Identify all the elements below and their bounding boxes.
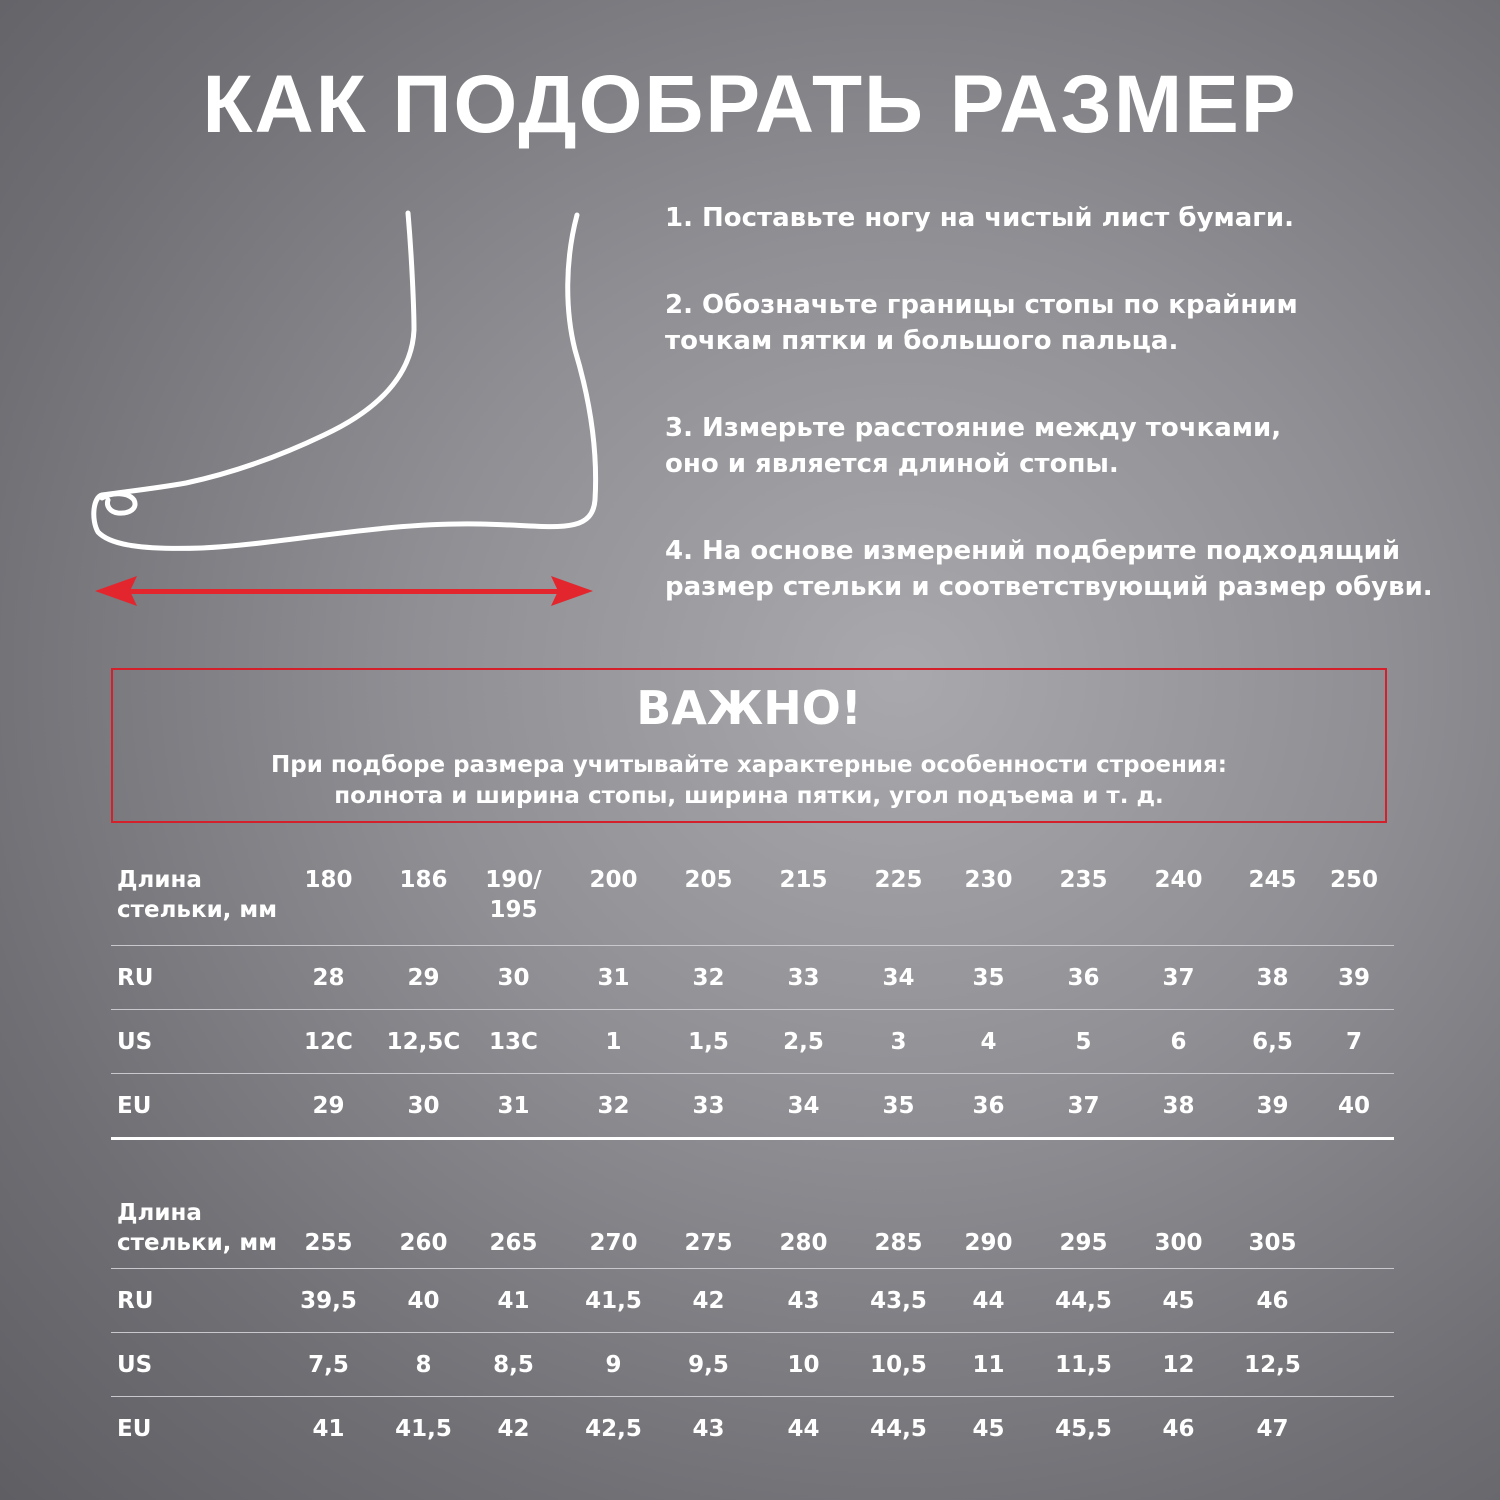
- table-cell: 34: [882, 964, 915, 991]
- table-cell: 37: [1162, 964, 1195, 991]
- row-label: Длина стельки, мм: [117, 1200, 278, 1256]
- table-cell: 3: [890, 1028, 907, 1055]
- table-cell: 12,5C: [386, 1028, 461, 1055]
- table-cell: 31: [597, 964, 630, 991]
- table-cell: 44,5: [870, 1416, 927, 1442]
- table-cell: 5: [1075, 1028, 1092, 1055]
- table-cell: 41: [497, 1287, 530, 1314]
- table-cell: 29: [312, 1092, 345, 1119]
- table-cell: 13C: [489, 1028, 538, 1055]
- table-cell: 6: [1170, 1028, 1187, 1055]
- table-cell: 36: [1067, 964, 1100, 991]
- table-cell: 300: [1154, 1230, 1203, 1256]
- table-cell: 39: [1337, 964, 1370, 991]
- table-cell: 280: [779, 1230, 828, 1256]
- table-cell: 7: [1345, 1028, 1362, 1055]
- table-cell: [1314, 1333, 1394, 1397]
- table-cell: 180: [304, 867, 353, 893]
- table-row: [111, 1333, 1394, 1397]
- table-cell: 225: [874, 867, 923, 893]
- table-cell: 33: [787, 964, 820, 991]
- page-title: КАК ПОДОБРАТЬ РАЗМЕР: [202, 59, 1298, 150]
- table-cell: 40: [1337, 1092, 1370, 1119]
- table-cell: 285: [874, 1230, 923, 1256]
- table-cell: 39,5: [300, 1287, 357, 1314]
- table-cell: 31: [497, 1092, 530, 1119]
- row-label: RU: [117, 1287, 154, 1314]
- instructions-list: [665, 200, 1465, 656]
- table-cell: 41,5: [395, 1416, 452, 1442]
- row-label: RU: [117, 964, 154, 991]
- table-cell: 205: [684, 867, 733, 893]
- table-cell: 290: [964, 1230, 1013, 1256]
- row-label: Длина стельки, мм: [117, 867, 278, 923]
- table-cell: 33: [692, 1092, 725, 1119]
- table-cell: 35: [882, 1092, 915, 1119]
- table-cell: 8,5: [493, 1351, 534, 1378]
- step-3: 3. Измерьте расстояние между точками, оно и является длиной стопы.: [665, 413, 1282, 479]
- table-cell: 9: [605, 1351, 622, 1378]
- table-cell: 43,5: [870, 1287, 927, 1314]
- table-cell: 37: [1067, 1092, 1100, 1119]
- table-cell: 41: [312, 1416, 345, 1442]
- table-cell: 39: [1256, 1092, 1289, 1119]
- table-cell: 38: [1162, 1092, 1195, 1119]
- row-label: US: [117, 1351, 153, 1378]
- table-cell: 42: [692, 1287, 725, 1314]
- table-cell: 10,5: [870, 1351, 927, 1378]
- table-cell: 45: [1162, 1287, 1195, 1314]
- table-cell: 41,5: [585, 1287, 642, 1314]
- table-cell: 46: [1256, 1287, 1289, 1314]
- table-cell: 2,5: [783, 1028, 824, 1055]
- table-cell: 260: [399, 1230, 448, 1256]
- table-cell: 12,5: [1244, 1351, 1301, 1378]
- table-row: [111, 1269, 1394, 1333]
- table-cell: 44: [972, 1287, 1005, 1314]
- table-row: [111, 1074, 1394, 1139]
- table-cell: 245: [1248, 867, 1297, 893]
- table-cell: 32: [597, 1092, 630, 1119]
- table-cell: 8: [415, 1351, 432, 1378]
- table-cell: 44,5: [1055, 1287, 1112, 1314]
- table-cell: 4: [980, 1028, 997, 1055]
- table-cell: 12C: [304, 1028, 353, 1055]
- size-table-2: [111, 1180, 1394, 1461]
- table-cell: 30: [407, 1092, 440, 1119]
- table-cell: 275: [684, 1230, 733, 1256]
- foot-outline: [94, 213, 596, 548]
- table-cell: 270: [589, 1230, 638, 1256]
- size-table-1: [111, 855, 1394, 1140]
- table-cell: 38: [1256, 964, 1289, 991]
- table-cell: 44: [787, 1416, 820, 1442]
- table-cell: 43: [692, 1416, 725, 1442]
- table-cell: 1: [605, 1028, 622, 1055]
- table-cell: 11,5: [1055, 1351, 1112, 1378]
- table-cell: 43: [787, 1287, 820, 1314]
- table-cell: 200: [589, 867, 638, 893]
- table-cell: 235: [1059, 867, 1108, 893]
- table-cell: 34: [787, 1092, 820, 1119]
- table-row: [111, 855, 1394, 946]
- table-cell: 6,5: [1252, 1028, 1293, 1055]
- step-1: 1. Поставьте ногу на чистый лист бумаги.: [665, 203, 1294, 233]
- table-cell: 47: [1256, 1416, 1289, 1442]
- table-row: [111, 946, 1394, 1010]
- table-cell: 305: [1248, 1230, 1297, 1256]
- important-notice: [111, 668, 1387, 823]
- table-cell: 250: [1329, 867, 1378, 893]
- row-label: EU: [117, 1092, 152, 1119]
- table-cell: 186: [399, 867, 448, 893]
- table-cell: 42: [497, 1416, 530, 1442]
- table-cell: 190/ 195: [485, 867, 542, 923]
- table-cell: 29: [407, 964, 440, 991]
- table-cell: 35: [972, 964, 1005, 991]
- table-cell: 45: [972, 1416, 1005, 1442]
- table-cell: [1314, 1180, 1394, 1269]
- table-cell: 295: [1059, 1230, 1108, 1256]
- table-cell: 255: [304, 1230, 353, 1256]
- table-cell: 28: [312, 964, 345, 991]
- foot-illustration: [80, 200, 620, 630]
- table-cell: 30: [497, 964, 530, 991]
- table-cell: 32: [692, 964, 725, 991]
- table-cell: 10: [787, 1351, 820, 1378]
- table-cell: 240: [1154, 867, 1203, 893]
- important-text: При подборе размера учитывайте характерные особенности строения: полнота и ширина стопы, ширина пятки, угол подъема и т. д.: [271, 752, 1227, 809]
- table-cell: 230: [964, 867, 1013, 893]
- table-cell: 265: [489, 1230, 538, 1256]
- table-cell: 42,5: [585, 1416, 642, 1442]
- table-cell: 12: [1162, 1351, 1195, 1378]
- important-title: ВАЖНО!: [636, 681, 862, 735]
- table-cell: 215: [779, 867, 828, 893]
- table-cell: 9,5: [688, 1351, 729, 1378]
- table-cell: 46: [1162, 1416, 1195, 1442]
- table-cell: 45,5: [1055, 1416, 1112, 1442]
- step-4: 4. На основе измерений подберите подходящий размер стельки и соответствующий размер обуви.: [665, 536, 1433, 602]
- table-cell: 7,5: [308, 1351, 349, 1378]
- table-row: [111, 1180, 1394, 1269]
- measure-arrow: [95, 576, 593, 606]
- row-label: EU: [117, 1416, 152, 1442]
- table-cell: [1314, 1397, 1394, 1462]
- table-row: [111, 1010, 1394, 1074]
- row-label: US: [117, 1028, 153, 1055]
- table-cell: 40: [407, 1287, 440, 1314]
- table-cell: 1,5: [688, 1028, 729, 1055]
- table-cell: 36: [972, 1092, 1005, 1119]
- table-cell: [1314, 1269, 1394, 1333]
- table-row: [111, 1397, 1394, 1462]
- step-2: 2. Обозначьте границы стопы по крайним точкам пятки и большого пальца.: [665, 290, 1298, 356]
- table-cell: 11: [972, 1351, 1005, 1378]
- toe-outline: [102, 494, 135, 513]
